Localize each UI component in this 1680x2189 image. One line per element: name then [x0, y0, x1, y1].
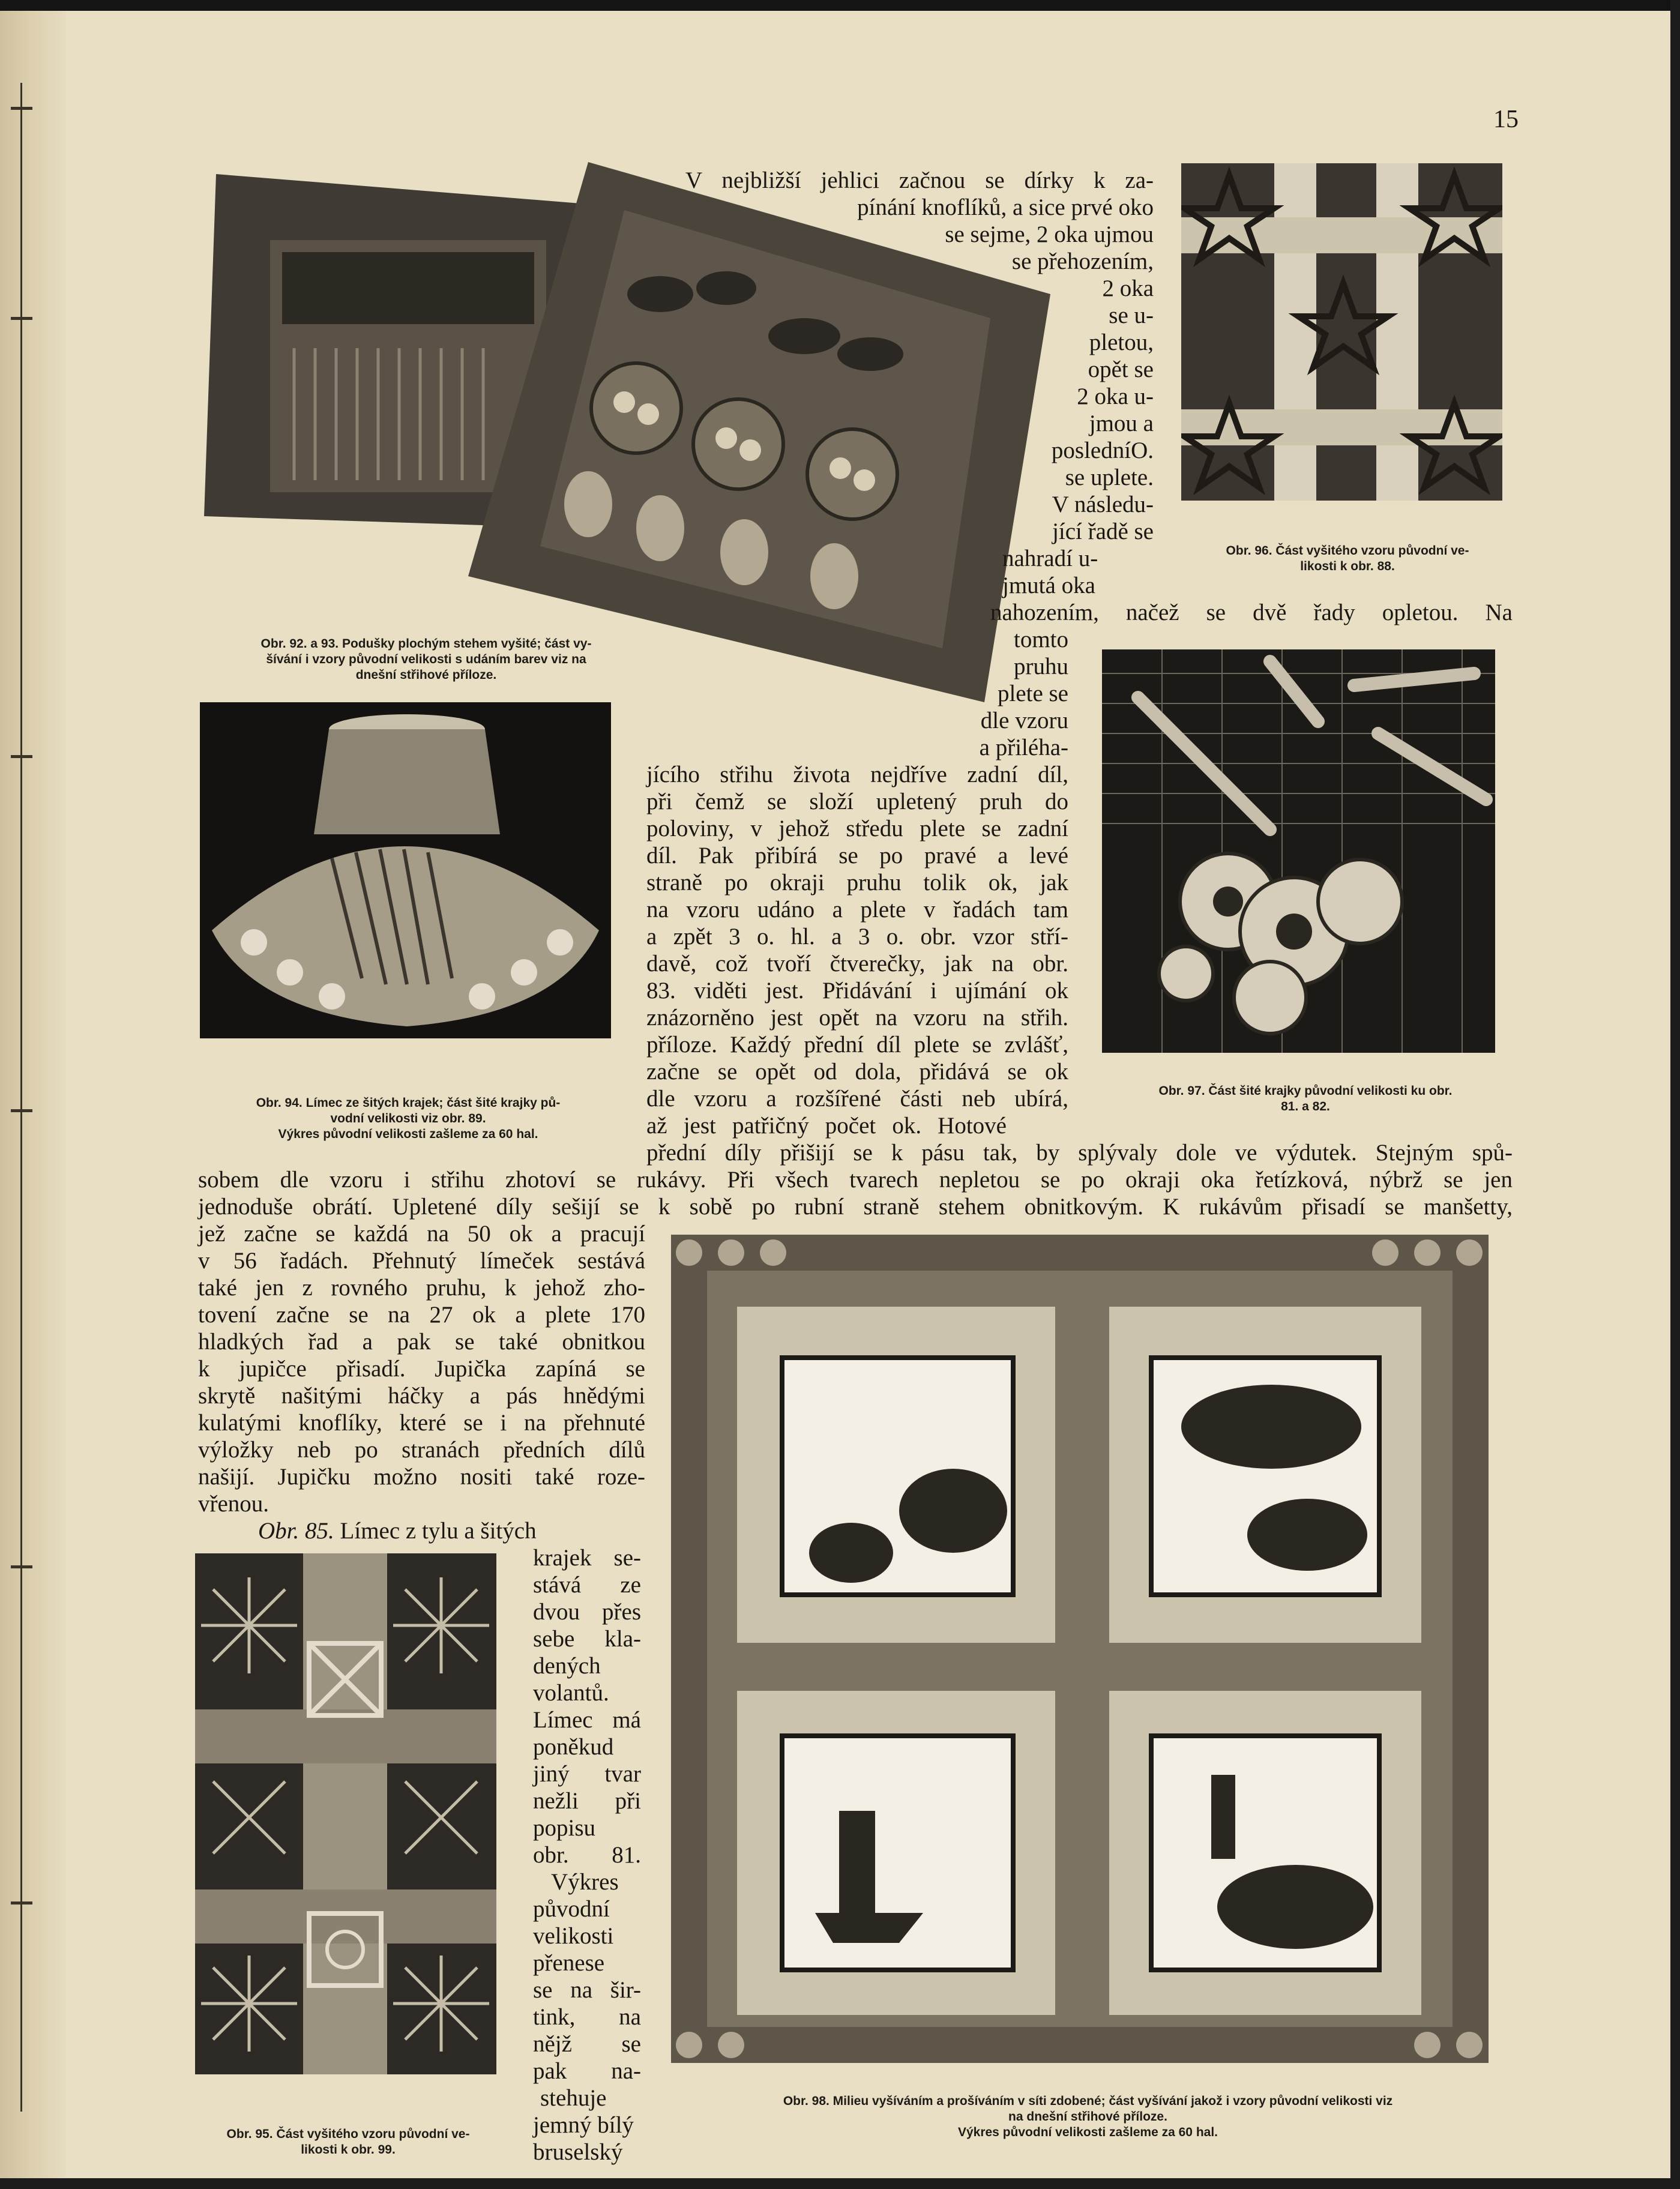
text-line: při čemž se složí upletený pruh do: [646, 789, 1068, 814]
text-line: a přiléha-: [979, 735, 1068, 760]
text-line: pak na-: [533, 2058, 641, 2084]
text-line: davě, což tvoří čtverečky, jak na obr.: [646, 951, 1068, 977]
figure-star-embroidery: [1181, 163, 1502, 501]
text-line: jež začne se každá na 50 ok a pracují: [198, 1221, 645, 1247]
caption-line: Obr. 94. Límec ze šitých krajek; část šité krajky pů-: [256, 1096, 561, 1110]
text-line: se u-: [1109, 303, 1154, 328]
text-line: V následu-: [1052, 492, 1154, 517]
text-line: poloviny, v jehož středu plete se zadní: [646, 816, 1068, 842]
star-embroidery-illustration: [1181, 163, 1502, 501]
text-line: se uplete.: [1065, 465, 1154, 490]
caption-line: Obr. 98. Milieu vyšíváním a prošíváním v síti zdobené; část vyšívání jakož i vzory původní velikosti viz: [783, 2094, 1393, 2108]
text-line: 2 oka: [1102, 276, 1154, 301]
text-line: opět se: [1088, 357, 1154, 382]
spine-line: [20, 83, 22, 2112]
square-embroidery-illustration: [195, 1553, 496, 2074]
text-line: jiný tvar: [533, 1761, 641, 1787]
caption-line: šívání i vzory původní velikosti s udáním barev viz na: [266, 652, 586, 666]
text-line: skrytě našitými háčky a pás hnědými: [198, 1383, 645, 1409]
text-line: posledníO.: [1051, 438, 1154, 463]
caption-line: likosti k obr. 88.: [1300, 559, 1395, 573]
text-line: jícího střihu života nejdříve zadní díl,: [646, 762, 1068, 787]
text-line: jmutá oka: [1002, 573, 1095, 598]
spine-mark: [11, 107, 32, 110]
spine-mark: [11, 317, 32, 320]
caption-line: na dnešní střihové příloze.: [1008, 2110, 1167, 2124]
scan-border-right: [1670, 0, 1680, 2189]
text-line: se na šir-: [533, 1977, 641, 2003]
text-line: V nejbližší jehlici začnou se dírky k za-: [685, 167, 1154, 193]
text-line: pletou,: [1089, 330, 1154, 355]
figure-milieu: [671, 1235, 1489, 2063]
text-line: Výkres: [551, 1869, 619, 1895]
text-line: [258, 1517, 537, 1544]
spine-mark: [11, 1109, 32, 1112]
caption-line: likosti k obr. 99.: [301, 2143, 396, 2157]
text-line: Límec má: [533, 1707, 641, 1733]
lace-detail-illustration: [1102, 649, 1495, 1053]
text-line: nahradí u-: [1002, 546, 1098, 571]
caption-line: Obr. 97. Část šité krajky původní velikosti ku obr.: [1158, 1084, 1453, 1098]
text-line: bruselský: [533, 2139, 623, 2165]
caption-line: dnešní střihové příloze.: [355, 668, 497, 682]
text-line: dených: [533, 1653, 601, 1679]
text-line: výložky neb po stranách předních dílů: [198, 1437, 645, 1463]
lace-collar-illustration: [200, 702, 611, 1038]
spine-mark: [11, 1901, 32, 1904]
text-line: pínání knoflíků, a sice prvé oko: [857, 194, 1154, 220]
figure-lace-collar: [200, 702, 611, 1038]
text-line: až jest patřičný počet ok. Hotové: [646, 1113, 1007, 1139]
text-line: straně po okraji pruhu tolik ok, jak: [646, 870, 1068, 896]
caption-obr-95: [180, 2127, 516, 2158]
figure-lace-detail: [1102, 649, 1495, 1053]
text-line: našijí. Jupičku možno nositi také roze-: [198, 1464, 645, 1490]
milieu-illustration: [671, 1235, 1489, 2063]
text-line: popisu: [533, 1815, 596, 1841]
caption-obr-92-93: [192, 636, 660, 683]
text-line: jemný bílý: [533, 2112, 634, 2138]
text-line: kulatými knoflíky, které se i na přehnuté: [198, 1410, 645, 1436]
text-line: nahozením, načež se dvě řady opletou. Na: [990, 600, 1513, 625]
book-spine: [0, 11, 66, 2178]
caption-line: Obr. 96. Část vyšitého vzoru původní ve-: [1226, 544, 1469, 558]
text-line: stává ze: [533, 1572, 641, 1598]
figure-square-embroidery: [195, 1553, 496, 2074]
caption-obr-96: [1176, 543, 1519, 574]
text-line: jednoduše obrátí. Upletené díly sešijí se k sobě po rubní straně stehem obnitkovým. K rukávům přisadí se manšetty,: [198, 1194, 1513, 1220]
text-line: v 56 řadách. Přehnutý límeček sestává: [198, 1248, 645, 1274]
text-line: volantů.: [533, 1680, 609, 1706]
caption-obr-98: [663, 2094, 1513, 2140]
text-line: vřenou.: [198, 1491, 269, 1517]
text-line: sebe kla-: [533, 1626, 641, 1652]
text-line: krajek se-: [533, 1545, 641, 1571]
text-line: tomto: [1013, 627, 1068, 652]
text-line: k jupičce přisadí. Jupička zapíná se: [198, 1356, 645, 1382]
caption-line: Obr. 92. a 93. Podušky plochým stehem vyšité; část vy-: [260, 637, 592, 651]
text-line: díl. Pak přibírá se po pravé a levé: [646, 843, 1068, 869]
text-line: jmou a: [1089, 411, 1154, 436]
text-line: obr. 81.: [533, 1842, 641, 1868]
text-span: Límec z tylu a šitých: [340, 1518, 537, 1544]
spine-mark: [11, 755, 32, 758]
text-line: pruhu: [1014, 654, 1068, 679]
text-line: stehuje: [540, 2085, 607, 2111]
text-line: příloze. Každý přední díl plete se zvlášť,: [646, 1032, 1068, 1058]
text-line: hladkých řad a pak se také obnitkou: [198, 1329, 645, 1355]
text-line: 83. viděti jest. Přidávání i ujímání ok: [646, 978, 1068, 1004]
text-line: dle vzoru a rozšířené části neb ubírá,: [646, 1086, 1068, 1112]
text-line: také jen z rovného pruhu, k jehož zho-: [198, 1275, 645, 1301]
text-line: a zpět 3 o. hl. a 3 o. obr. vzor stří-: [646, 924, 1068, 950]
text-line: se přehozením,: [1011, 248, 1154, 274]
text-line: původní: [533, 1896, 610, 1922]
text-line: se sejme, 2 oka ujmou: [945, 221, 1154, 247]
text-line: dvou přes: [533, 1599, 641, 1625]
text-line: sobem dle vzoru i střihu zhotoví se rukávy. Při všech tvarech nepletou se po okraji oka řetízková, nýbrž se jen: [198, 1167, 1513, 1193]
spine-mark: [11, 1565, 32, 1568]
caption-obr-94: [192, 1095, 624, 1142]
scan-border-bottom: [0, 2178, 1680, 2189]
text-line: přední díly přišijí se k pásu tak, by splývaly dole ve výdutek. Stejným spů-: [646, 1140, 1513, 1166]
text-line: začne se opět od dola, přidává se ok: [646, 1059, 1068, 1085]
text-line: velikosti: [533, 1923, 614, 1949]
text-line: tink, na: [533, 2004, 641, 2030]
text-line: jící řadě se: [1052, 519, 1154, 544]
text-line: plete se: [997, 681, 1068, 706]
caption-obr-97: [1092, 1083, 1519, 1115]
caption-line: vodní velikosti viz obr. 89.: [330, 1112, 486, 1125]
text-line: tovení začne se na 27 ok a plete 170: [198, 1302, 645, 1328]
text-line: poněkud: [533, 1734, 614, 1760]
text-line: nežli při: [533, 1788, 641, 1814]
text-line: dle vzoru: [980, 708, 1068, 733]
text-line: na vzoru udáno a plete v řadách tam: [646, 897, 1068, 923]
caption-line: Výkres původní velikosti zašleme za 60 hal.: [278, 1127, 538, 1141]
page-number: 15: [1493, 106, 1519, 133]
text-line: 2 oka u-: [1077, 384, 1154, 409]
text-line: znázorněno jest opět na vzoru na střih.: [646, 1005, 1068, 1031]
text-line: nějž se: [533, 2031, 641, 2057]
scan-border-top: [0, 0, 1680, 11]
caption-line: Obr. 95. Část vyšitého vzoru původní ve-: [226, 2127, 470, 2141]
figure-reference: Obr. 85.: [258, 1518, 334, 1544]
caption-line: 81. a 82.: [1281, 1100, 1330, 1113]
text-line: přenese: [533, 1950, 605, 1976]
caption-line: Výkres původní velikosti zašleme za 60 hal.: [957, 2125, 1218, 2139]
